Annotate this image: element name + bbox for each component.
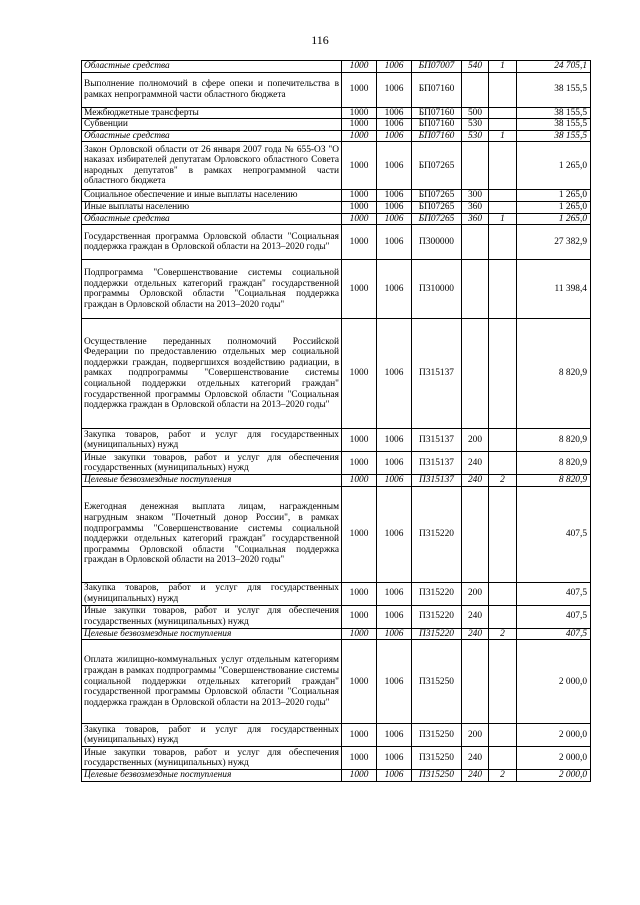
row-amount: 2 000,0 (517, 724, 591, 747)
table-row (82, 130, 591, 142)
row-section: 1000 (342, 605, 377, 628)
row-source (489, 724, 517, 747)
row-subsection: 1006 (377, 130, 412, 142)
table-row (82, 747, 591, 770)
row-target-code: П315137 (412, 452, 462, 475)
row-expense-type (462, 72, 489, 107)
row-expense-type: 360 (462, 213, 489, 225)
row-section: 1000 (342, 225, 377, 260)
row-target-code: П315250 (412, 640, 462, 724)
table-row (82, 225, 591, 260)
row-source (489, 107, 517, 119)
table-body (82, 61, 591, 782)
row-section: 1000 (342, 747, 377, 770)
row-target-code: БП07160 (412, 119, 462, 131)
row-subsection: 1006 (377, 72, 412, 107)
row-section: 1000 (342, 770, 377, 782)
row-name: Закупка товаров, работ и услуг для государственных (муниципальных) нужд (82, 429, 342, 452)
row-section: 1000 (342, 142, 377, 190)
row-section: 1000 (342, 201, 377, 213)
row-expense-type (462, 260, 489, 319)
row-source (489, 429, 517, 452)
budget-table (81, 60, 591, 782)
row-target-code: БП07265 (412, 190, 462, 202)
row-target-code: П315220 (412, 628, 462, 640)
row-target-code: П310000 (412, 260, 462, 319)
row-subsection: 1006 (377, 605, 412, 628)
row-expense-type: 360 (462, 201, 489, 213)
row-amount: 24 705,1 (517, 61, 591, 73)
row-source: 2 (489, 475, 517, 487)
row-source (489, 452, 517, 475)
row-amount: 407,5 (517, 605, 591, 628)
row-name: Иные закупки товаров, работ и услуг для обеспечения государственных (муниципальных) нужд (82, 747, 342, 770)
row-amount: 8 820,9 (517, 319, 591, 429)
row-subsection: 1006 (377, 452, 412, 475)
row-target-code: БП07160 (412, 72, 462, 107)
row-target-code: П315137 (412, 475, 462, 487)
row-amount: 8 820,9 (517, 429, 591, 452)
row-name: Социальное обеспечение и иные выплаты населению (82, 190, 342, 202)
row-name: Областные средства (82, 130, 342, 142)
row-subsection: 1006 (377, 747, 412, 770)
table-row (82, 72, 591, 107)
row-amount: 38 155,5 (517, 130, 591, 142)
row-name: Осуществление переданных полномочий Российской Федерации по предоставлению отдельных мер социальной поддержки граждан, подвергшихся воздействию радиации, в рамках подпрограммы "Совершенствование системы социальной поддержки отдельных категорий граждан" государственной программы Орловской области "Социальная поддержка граждан в Орловской области на 2013–2020 годы" (82, 319, 342, 429)
row-expense-type: 240 (462, 452, 489, 475)
row-expense-type: 200 (462, 724, 489, 747)
row-name: Иные закупки товаров, работ и услуг для обеспечения государственных (муниципальных) нужд (82, 452, 342, 475)
row-name: Подпрограмма "Совершенствование системы социальной поддержки отдельных категорий граждан" государственной программы Орловской области "Социальная поддержка граждан в Орловской области на 2013–2020 годы" (82, 260, 342, 319)
row-target-code: БП07160 (412, 107, 462, 119)
row-source (489, 640, 517, 724)
row-amount: 407,5 (517, 628, 591, 640)
row-source (489, 747, 517, 770)
table-row (82, 142, 591, 190)
table-row (82, 452, 591, 475)
row-expense-type (462, 225, 489, 260)
table-row (82, 213, 591, 225)
row-source (489, 142, 517, 190)
row-source (489, 486, 517, 582)
row-subsection: 1006 (377, 724, 412, 747)
row-source (489, 201, 517, 213)
table-row (82, 201, 591, 213)
row-expense-type: 240 (462, 605, 489, 628)
row-source (489, 72, 517, 107)
row-amount: 1 265,0 (517, 142, 591, 190)
row-source (489, 190, 517, 202)
row-name: Целевые безвозмездные поступления (82, 628, 342, 640)
row-target-code: П315250 (412, 724, 462, 747)
table-row (82, 770, 591, 782)
row-source: 1 (489, 130, 517, 142)
row-section: 1000 (342, 260, 377, 319)
table-row (82, 475, 591, 487)
table-row (82, 260, 591, 319)
row-source (489, 260, 517, 319)
row-section: 1000 (342, 213, 377, 225)
row-amount: 1 265,0 (517, 213, 591, 225)
row-amount: 11 398,4 (517, 260, 591, 319)
table-row (82, 628, 591, 640)
row-subsection: 1006 (377, 107, 412, 119)
row-expense-type: 200 (462, 429, 489, 452)
row-expense-type (462, 640, 489, 724)
row-subsection: 1006 (377, 142, 412, 190)
table-row (82, 724, 591, 747)
row-subsection: 1006 (377, 486, 412, 582)
row-subsection: 1006 (377, 582, 412, 605)
row-target-code: БП07265 (412, 142, 462, 190)
row-expense-type (462, 486, 489, 582)
row-amount: 2 000,0 (517, 747, 591, 770)
table-row (82, 119, 591, 131)
row-amount: 38 155,5 (517, 72, 591, 107)
row-section: 1000 (342, 72, 377, 107)
row-expense-type: 240 (462, 770, 489, 782)
row-subsection: 1006 (377, 429, 412, 452)
row-section: 1000 (342, 640, 377, 724)
row-name: Целевые безвозмездные поступления (82, 475, 342, 487)
row-expense-type: 240 (462, 475, 489, 487)
row-amount: 27 382,9 (517, 225, 591, 260)
row-source: 2 (489, 770, 517, 782)
row-expense-type: 500 (462, 107, 489, 119)
row-name: Межбюджетные трансферты (82, 107, 342, 119)
row-amount: 38 155,5 (517, 119, 591, 131)
row-name: Иные выплаты населению (82, 201, 342, 213)
row-name: Оплата жилищно-коммунальных услуг отдельным категориям граждан в рамках подпрограммы "Совершенствование системы социальной поддержки отдельных категорий граждан" государственной программы Орловской области "Социальная поддержка граждан в Орловской области на 2013–2020 годы" (82, 640, 342, 724)
row-section: 1000 (342, 107, 377, 119)
row-subsection: 1006 (377, 319, 412, 429)
row-section: 1000 (342, 130, 377, 142)
row-subsection: 1006 (377, 61, 412, 73)
row-name: Закупка товаров, работ и услуг для государственных (муниципальных) нужд (82, 724, 342, 747)
row-section: 1000 (342, 486, 377, 582)
row-section: 1000 (342, 190, 377, 202)
row-target-code: П315137 (412, 319, 462, 429)
row-section: 1000 (342, 319, 377, 429)
row-section: 1000 (342, 429, 377, 452)
row-target-code: П315220 (412, 486, 462, 582)
table-row (82, 190, 591, 202)
row-expense-type: 530 (462, 119, 489, 131)
row-name: Закупка товаров, работ и услуг для государственных (муниципальных) нужд (82, 582, 342, 605)
row-amount: 8 820,9 (517, 452, 591, 475)
row-amount: 1 265,0 (517, 190, 591, 202)
row-subsection: 1006 (377, 119, 412, 131)
row-amount: 1 265,0 (517, 201, 591, 213)
row-subsection: 1006 (377, 225, 412, 260)
row-subsection: 1006 (377, 260, 412, 319)
row-subsection: 1006 (377, 475, 412, 487)
row-subsection: 1006 (377, 213, 412, 225)
row-target-code: П300000 (412, 225, 462, 260)
row-target-code: П315250 (412, 770, 462, 782)
table-row (82, 640, 591, 724)
row-name: Областные средства (82, 61, 342, 73)
table-row (82, 319, 591, 429)
row-subsection: 1006 (377, 770, 412, 782)
table-row (82, 486, 591, 582)
row-target-code: БП07160 (412, 130, 462, 142)
row-amount: 2 000,0 (517, 640, 591, 724)
row-source: 1 (489, 213, 517, 225)
row-name: Областные средства (82, 213, 342, 225)
table-row (82, 429, 591, 452)
row-section: 1000 (342, 452, 377, 475)
row-subsection: 1006 (377, 640, 412, 724)
row-expense-type (462, 142, 489, 190)
row-amount: 2 000,0 (517, 770, 591, 782)
table-row (82, 605, 591, 628)
row-subsection: 1006 (377, 628, 412, 640)
row-expense-type: 540 (462, 61, 489, 73)
row-expense-type: 240 (462, 747, 489, 770)
row-amount: 407,5 (517, 582, 591, 605)
row-section: 1000 (342, 475, 377, 487)
row-name: Иные закупки товаров, работ и услуг для обеспечения государственных (муниципальных) нужд (82, 605, 342, 628)
row-expense-type: 240 (462, 628, 489, 640)
row-target-code: БП07265 (412, 201, 462, 213)
row-expense-type: 300 (462, 190, 489, 202)
row-name: Ежегодная денежная выплата лицам, награжденным нагрудным знаком "Почетный донор России", в рамках подпрограммы "Совершенствование системы социальной поддержки отдельных категорий граждан" государственной программы Орловской области "Социальная поддержка граждан в Орловской области на 2013–2020 годы" (82, 486, 342, 582)
row-section: 1000 (342, 628, 377, 640)
row-section: 1000 (342, 119, 377, 131)
table-row (82, 61, 591, 73)
row-target-code: П315250 (412, 747, 462, 770)
table-row (82, 582, 591, 605)
row-name: Выполнение полномочий в сфере опеки и попечительства в рамках непрограммной части областного бюджета (82, 72, 342, 107)
row-target-code: П315220 (412, 605, 462, 628)
page-number: 116 (311, 33, 329, 47)
row-source (489, 582, 517, 605)
row-source: 1 (489, 61, 517, 73)
row-source: 2 (489, 628, 517, 640)
row-source (489, 225, 517, 260)
row-expense-type: 530 (462, 130, 489, 142)
row-name: Целевые безвозмездные поступления (82, 770, 342, 782)
row-source (489, 119, 517, 131)
row-subsection: 1006 (377, 201, 412, 213)
row-source (489, 319, 517, 429)
row-target-code: П315220 (412, 582, 462, 605)
row-expense-type (462, 319, 489, 429)
row-expense-type: 200 (462, 582, 489, 605)
row-name: Закон Орловской области от 26 января 2007 года № 655-ОЗ "О наказах избирателей депутатам Орловского областного Совета народных депутатов" в рамках непрограммной части областного бюджета (82, 142, 342, 190)
row-section: 1000 (342, 61, 377, 73)
row-amount: 8 820,9 (517, 475, 591, 487)
row-source (489, 605, 517, 628)
row-target-code: П315137 (412, 429, 462, 452)
row-name: Субвенции (82, 119, 342, 131)
row-target-code: БП07265 (412, 213, 462, 225)
row-name: Государственная программа Орловской области "Социальная поддержка граждан в Орловской области на 2013–2020 годы" (82, 225, 342, 260)
row-section: 1000 (342, 582, 377, 605)
row-section: 1000 (342, 724, 377, 747)
row-subsection: 1006 (377, 190, 412, 202)
row-amount: 38 155,5 (517, 107, 591, 119)
table-row (82, 107, 591, 119)
row-amount: 407,5 (517, 486, 591, 582)
row-target-code: БП07007 (412, 61, 462, 73)
